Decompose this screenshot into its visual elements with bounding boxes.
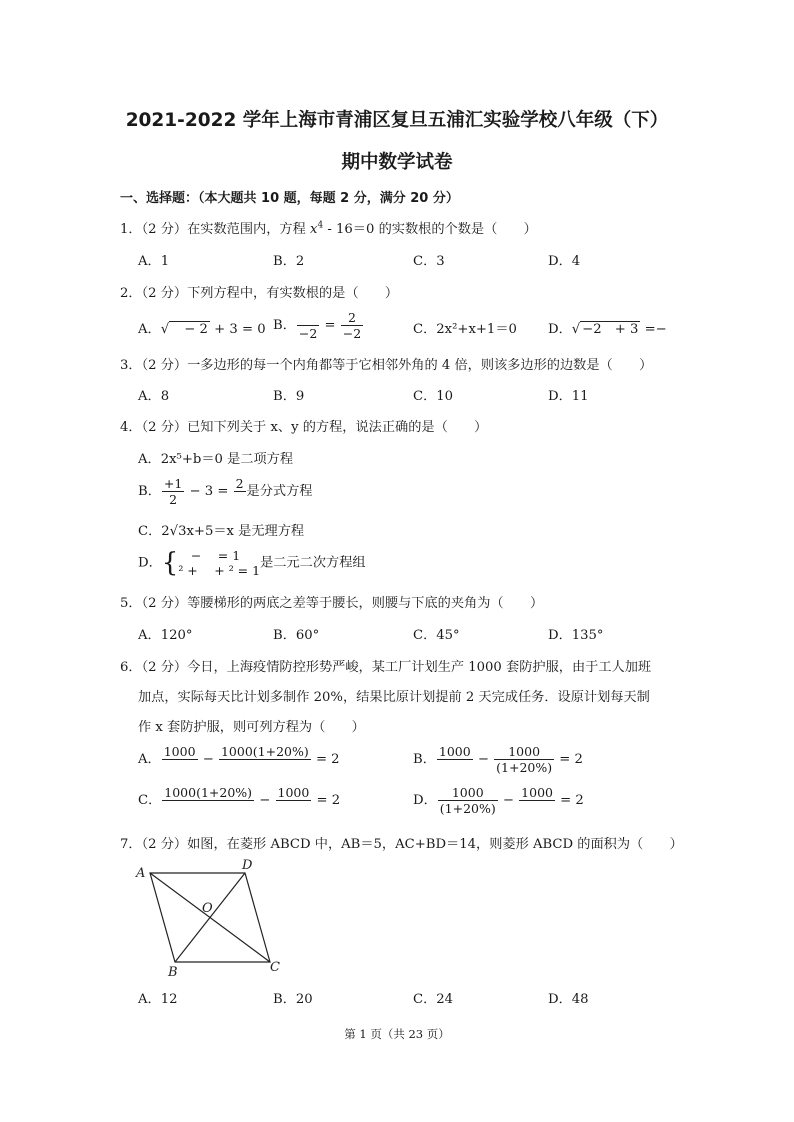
title-line-1: 2021-2022 学年上海市青浦区复旦五浦汇实验学校八年级（下）	[125, 110, 669, 131]
q6-d-frac-1: $\frac{1000}{(1+20\%)}$	[439, 785, 496, 816]
q6-c-frac-2: 1000	[277, 785, 310, 800]
q4-d-brace: {	[161, 548, 179, 578]
question-7: 7．（2 分）如图，在菱形 ABCD 中，AB＝5，AC+BD＝14，则菱形 ABCD 的面积为（ ）	[120, 837, 683, 852]
label-o: O	[202, 901, 213, 916]
q6-option-b: B． 1000 − $\frac{1000}{(1+20\%)}$ = 2	[413, 744, 583, 775]
q6-a-frac-1: 1000	[163, 744, 196, 759]
q4-b-frac: $\frac{+1}{2}$	[163, 476, 183, 507]
q7-option-d: D．48	[548, 992, 589, 1007]
label-b: B	[168, 965, 178, 980]
q2-a-label: A．	[138, 322, 161, 337]
q7-option-b: B．20	[273, 992, 313, 1007]
q6-a-label: A．	[138, 752, 161, 767]
q1-prefix: 1．（2 分）在实数范围内，方程	[120, 222, 311, 237]
q6-d-frac-2: 1000	[521, 785, 553, 800]
section-header: 一、选择题：（本大题共 10 题，每题 2 分，满分 20 分）	[120, 191, 459, 206]
question-1	[120, 218, 537, 237]
q5-option-b: B．60°	[273, 628, 320, 643]
q4-option-c: C．2√3x+5＝x 是无理方程	[138, 524, 305, 539]
q4-b-mid: − 3 =	[185, 484, 233, 499]
q3-option-a: A．8	[138, 389, 170, 404]
q5-option-a: A．120°	[138, 628, 193, 643]
q2-b-frac-left: −2	[297, 310, 319, 341]
rhombus-figure	[130, 855, 300, 980]
q2-option-d: D．√ −2 + 3 =−	[548, 322, 667, 337]
q7-option-c: C．24	[413, 992, 454, 1007]
question-6-line-3: 作 x 套防护服，则可列方程为（ ）	[138, 720, 365, 735]
q5-option-c: C．45°	[413, 628, 460, 643]
q6-d-label: D．	[413, 793, 437, 808]
question-6-line-1: 6．（2 分）今日，上海疫情防控形势严峻，某工厂计划生产 1000 套防护服，由于工人加班	[120, 660, 652, 675]
q5-option-d: D．135°	[548, 628, 604, 643]
q1-option-c: C．3	[413, 254, 445, 269]
q1-exp: 4	[317, 220, 324, 231]
diagonal-bd	[175, 873, 245, 962]
q3-option-c: C．10	[413, 389, 454, 404]
question-4: 4．（2 分）已知下列关于 x、y 的方程，说法正确的是（ ）	[120, 420, 488, 435]
q6-option-d: D． $\frac{1000}{(1+20\%)}$ − 1000 = 2	[413, 785, 584, 816]
question-5: 5．（2 分）等腰梯形的两底之差等于腰长，则腰与下底的夹角为（ ）	[120, 596, 544, 611]
q6-option-a: A． 1000 − 1000(1+20%) = 2	[138, 744, 340, 775]
q4-b-tail: 是分式方程	[246, 484, 313, 499]
q2-a-tail: + 3 = 0	[209, 322, 266, 337]
q4-d-label: D．	[138, 555, 162, 571]
q2-a-radicand: − 2	[171, 322, 208, 337]
title-line-2: 期中数学试卷	[341, 152, 453, 173]
q2-c-label: C．	[413, 322, 437, 337]
label-a: A	[136, 866, 146, 881]
q1-suffix: - 16＝0 的实数根的个数是（ ）	[323, 222, 537, 237]
q6-a-frac-2: 1000(1+20%)	[220, 744, 309, 759]
label-d: D	[242, 858, 253, 873]
q4-option-a: A．2x⁵+b＝0 是二项方程	[138, 452, 294, 467]
q6-c-frac-1: 1000(1+20%)	[164, 785, 253, 800]
q1-option-a: A．1	[138, 254, 170, 269]
q4-option-d	[138, 548, 366, 578]
q4-b-label: B．	[138, 484, 161, 499]
question-3: 3．（2 分）一多边形的每一个内角都等于它相邻外角的 4 倍，则该多边形的边数是（ ）	[120, 358, 653, 373]
q1-option-b: B．2	[273, 254, 305, 269]
q2-b-label: B．	[273, 318, 296, 333]
q2-option-a: A．√ − 2 + 3 = 0	[138, 322, 266, 337]
q6-b-label: B．	[413, 752, 436, 767]
question-6-line-2: 加点，实际每天比计划多制作 20%，结果比原计划提前 2 天完成任务．设原计划每天制	[138, 690, 650, 705]
q2-d-radicand: −2 + 3	[582, 322, 639, 337]
q2-b-eq: =	[320, 318, 340, 333]
q2-d-label: D．	[548, 322, 572, 337]
q2-c-text: 2x²+x+1＝0	[436, 322, 517, 337]
q4-d-system: − = 1 ² + + ² = 1	[178, 548, 261, 578]
q4-d-tail: 是二元二次方程组	[260, 555, 366, 571]
q6-b-frac-1: 1000	[438, 744, 471, 759]
q2-option-c	[413, 318, 517, 337]
q2-b-frac-right: $\frac{2}{-2}$	[342, 310, 362, 341]
q6-c-label: C．	[138, 793, 162, 808]
q2-option-b	[273, 310, 364, 341]
q3-option-d: D．11	[548, 389, 589, 404]
q4-option-b	[138, 476, 312, 507]
q7-option-a: A．12	[138, 992, 178, 1007]
label-c: C	[270, 960, 280, 975]
q2-d-tail: =−	[640, 322, 667, 337]
q4-b-frac-right: 2	[235, 476, 244, 491]
q3-option-b: B．9	[273, 389, 305, 404]
q1-option-d: D．4	[548, 254, 581, 269]
question-2: 2．（2 分）下列方程中，有实数根的是（ ）	[120, 286, 399, 301]
q1-var: x	[310, 222, 318, 237]
q6-option-c: C． 1000(1+20%) − 1000 = 2	[138, 785, 340, 816]
page-footer: 第 1 页（共 23 页）	[344, 1027, 450, 1041]
q6-b-frac-2: $\frac{1000}{(1+20\%)}$	[496, 744, 553, 775]
